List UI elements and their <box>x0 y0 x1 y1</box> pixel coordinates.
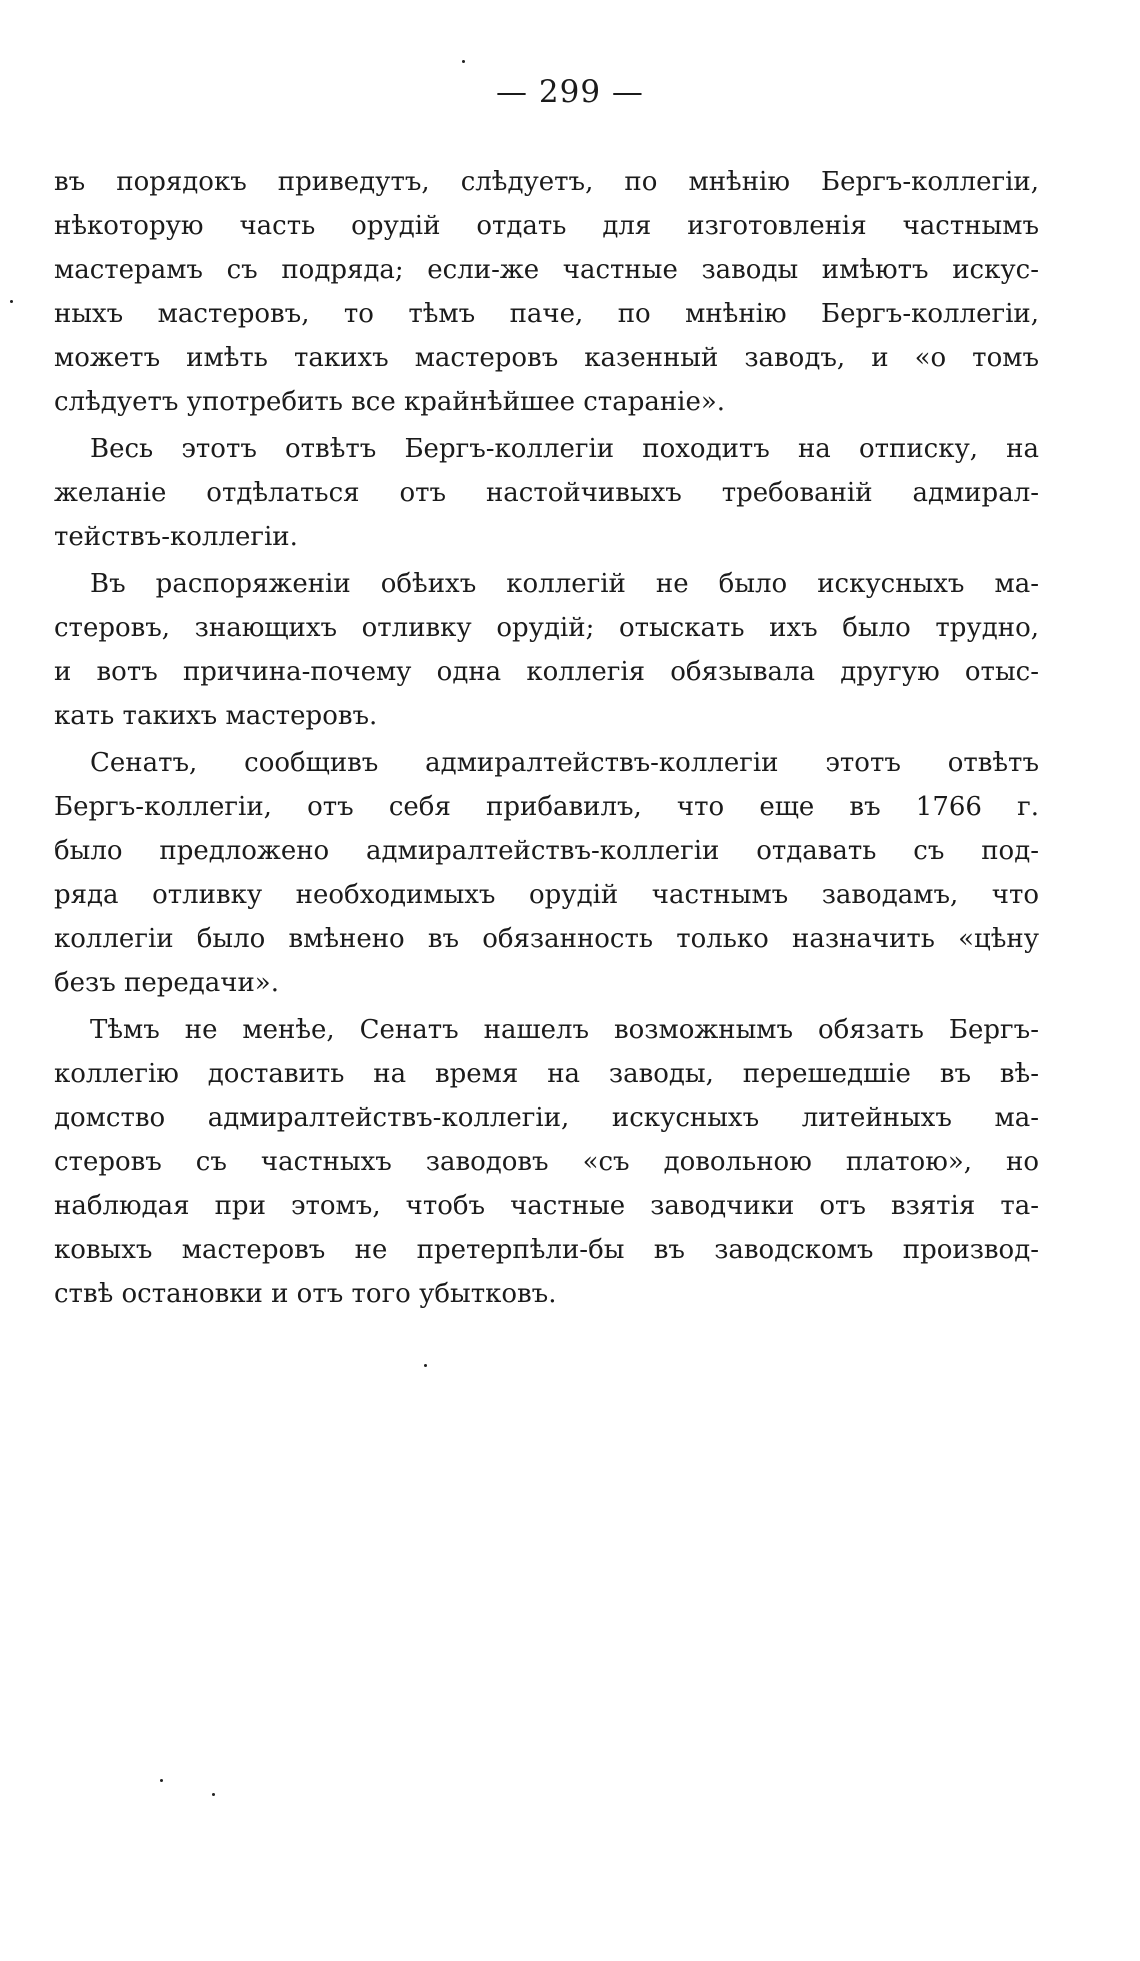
text-line: коллегію доставить на время на заводы, перешедшіе въ вѣ- <box>54 1059 1039 1089</box>
text-line: ствѣ остановки и отъ того убытковъ. <box>54 1279 557 1309</box>
scan-speck <box>424 1364 427 1367</box>
text-line: было предложено адмиралтействъ-коллегіи отдавать съ под- <box>54 836 1039 866</box>
text-line: Тѣмъ не менѣе, Сенатъ нашелъ возможнымъ обязать Бергъ- <box>90 1015 1039 1045</box>
text-line: желаніе отдѣлаться отъ настойчивыхъ требованій адмирал- <box>54 478 1039 508</box>
paragraph <box>54 427 1039 559</box>
paragraph <box>54 1008 1039 1316</box>
body-text <box>54 160 1039 1319</box>
text-line: слѣдуетъ употребить все крайнѣйшее стараніе». <box>54 387 726 417</box>
text-line: Бергъ-коллегіи, отъ себя прибавилъ, что еще въ 1766 г. <box>54 792 1039 822</box>
paragraph <box>54 741 1039 1005</box>
scan-speck <box>160 1779 163 1782</box>
text-line: стеровъ съ частныхъ заводовъ «съ довольною платою», но <box>54 1147 1039 1177</box>
scan-speck <box>10 300 13 303</box>
text-line: Сенатъ, сообщивъ адмиралтействъ-коллегіи этотъ отвѣтъ <box>90 748 1039 778</box>
text-line: можетъ имѣть такихъ мастеровъ казенный заводъ, и «о томъ <box>54 343 1039 373</box>
text-line: ныхъ мастеровъ, то тѣмъ паче, по мнѣнію Бергъ-коллегіи, <box>54 299 1039 329</box>
text-line: Весь этотъ отвѣтъ Бергъ-коллегіи походитъ на отписку, на <box>90 434 1039 464</box>
paragraph <box>54 160 1039 424</box>
text-line: въ порядокъ приведутъ, слѣдуетъ, по мнѣнію Бергъ-коллегіи, <box>54 167 1039 197</box>
paragraph <box>54 562 1039 738</box>
text-line: безъ передачи». <box>54 968 279 998</box>
text-line: кать такихъ мастеровъ. <box>54 701 378 731</box>
text-line: и вотъ причина-почему одна коллегія обязывала другую отыс- <box>54 657 1039 687</box>
text-line: ряда отливку необходимыхъ орудій частнымъ заводамъ, что <box>54 880 1039 910</box>
page-number: — 299 — <box>496 74 644 110</box>
text-line: Въ распоряженіи обѣихъ коллегій не было искусныхъ ма- <box>90 569 1039 599</box>
scan-speck <box>462 60 465 63</box>
text-line: мастерамъ съ подряда; если-же частные заводы имѣютъ искус- <box>54 255 1039 285</box>
text-line: тействъ-коллегіи. <box>54 522 298 552</box>
text-line: нѣкоторую часть орудій отдать для изготовленія частнымъ <box>54 211 1039 241</box>
text-line: домство адмиралтействъ-коллегіи, искусныхъ литейныхъ ма- <box>54 1103 1039 1133</box>
scan-speck <box>212 1793 215 1796</box>
text-line: коллегіи было вмѣнено въ обязанность только назначить «цѣну <box>54 924 1039 954</box>
text-line: ковыхъ мастеровъ не претерпѣли-бы въ заводскомъ производ- <box>54 1235 1039 1265</box>
text-line: наблюдая при этомъ, чтобъ частные заводчики отъ взятія та- <box>54 1191 1039 1221</box>
text-line: стеровъ, знающихъ отливку орудій; отыскать ихъ было трудно, <box>54 613 1039 643</box>
